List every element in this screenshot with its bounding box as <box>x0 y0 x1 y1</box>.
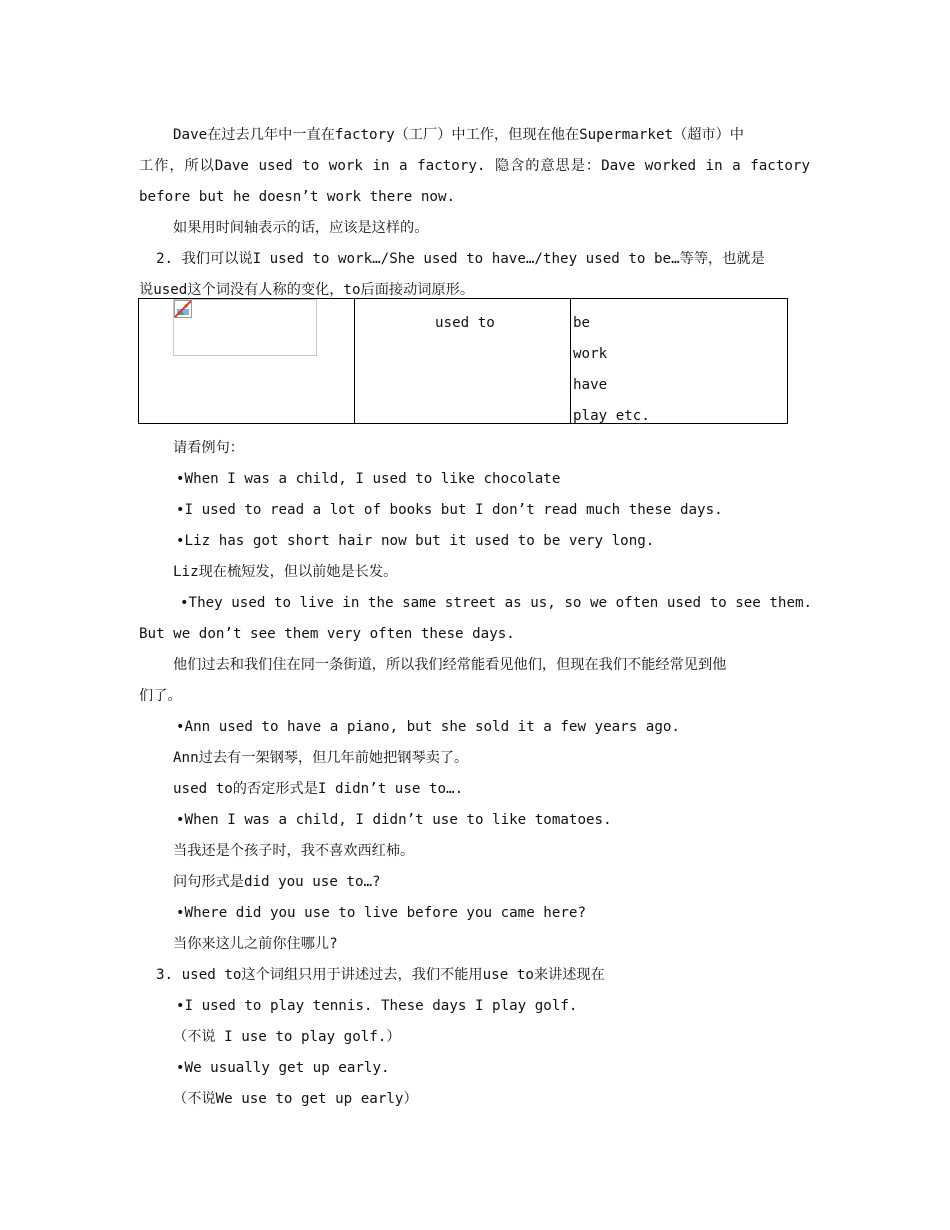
example-2: •I used to read a lot of books but I don’t read much these days. <box>176 502 723 518</box>
verb-list <box>573 313 650 437</box>
negative-form: used to的否定形式是I didn’t use to…. <box>173 781 464 797</box>
example-4-line-2: But we don’t see them very often these days. <box>139 626 515 642</box>
table-cell-verbs <box>571 299 788 424</box>
paragraph-3-line-2: 说used这个词没有人称的变化，to后面接动词原形。 <box>139 282 475 298</box>
paragraph-1-line-1: Dave在过去几年中一直在factory（工厂）中工作，但现在他在Supermarket（超市）中 <box>173 127 744 143</box>
paragraph-3-line-1: 2. 我们可以说I used to work…/She used to have…/they used to be…等等，也就是 <box>156 251 765 267</box>
section-3-example-2-note: （不说We use to get up early） <box>173 1091 418 1107</box>
used-to-label: used to <box>435 315 495 331</box>
verb-item: be <box>573 315 591 331</box>
examples-intro: 请看例句： <box>173 440 244 456</box>
verb-item: have <box>573 377 608 393</box>
example-1: •When I was a child, I used to like chocolate <box>176 471 561 487</box>
example-4-line-1: •They used to live in the same street as us, so we often used to see them. <box>180 595 813 611</box>
section-3-example-1-note: （不说 I use to play golf.） <box>173 1029 401 1045</box>
example-5: •Ann used to have a piano, but she sold it a few years ago. <box>176 719 680 735</box>
example-6-translation: 当我还是个孩子时，我不喜欢西红柿。 <box>173 843 415 859</box>
paragraph-1-line-3: before but he doesn’t work there now. <box>139 189 456 205</box>
example-4-translation-line-1: 他们过去和我们住在同一条街道，所以我们经常能看见他们，但现在我们不能经常见到他 <box>173 657 727 673</box>
paragraph-1-line-2: 工作，所以Dave used to work in a factory. 隐含的意思是：Dave worked in a factory <box>139 158 810 174</box>
example-5-translation: Ann过去有一架钢琴，但几年前她把钢琴卖了。 <box>173 750 469 766</box>
broken-image-icon <box>174 300 192 318</box>
used-to-table <box>138 298 788 424</box>
example-6: •When I was a child, I didn’t use to like tomatoes. <box>176 812 612 828</box>
verb-item: play etc. <box>573 408 650 424</box>
question-form: 问句形式是did you use to…? <box>173 874 381 890</box>
example-3-translation: Liz现在梳短发，但以前她是长发。 <box>173 564 398 580</box>
section-3-example-2: •We usually get up early. <box>176 1060 390 1076</box>
example-4-translation-line-2: 们了。 <box>139 688 182 704</box>
example-7: •Where did you use to live before you came here? <box>176 905 586 921</box>
verb-item: work <box>573 346 608 362</box>
example-7-translation: 当你来这儿之前你住哪儿? <box>173 936 338 952</box>
section-3-example-1: •I used to play tennis. These days I play golf. <box>176 998 578 1014</box>
section-3-heading: 3. used to这个词组只用于讲述过去，我们不能用use to来讲述现在 <box>156 967 605 983</box>
paragraph-2: 如果用时间轴表示的话，应该是这样的。 <box>173 220 429 236</box>
table-cell-used-to <box>355 299 571 424</box>
table-cell-image <box>139 299 355 424</box>
image-placeholder <box>173 299 317 356</box>
example-3: •Liz has got short hair now but it used to be very long. <box>176 533 655 549</box>
